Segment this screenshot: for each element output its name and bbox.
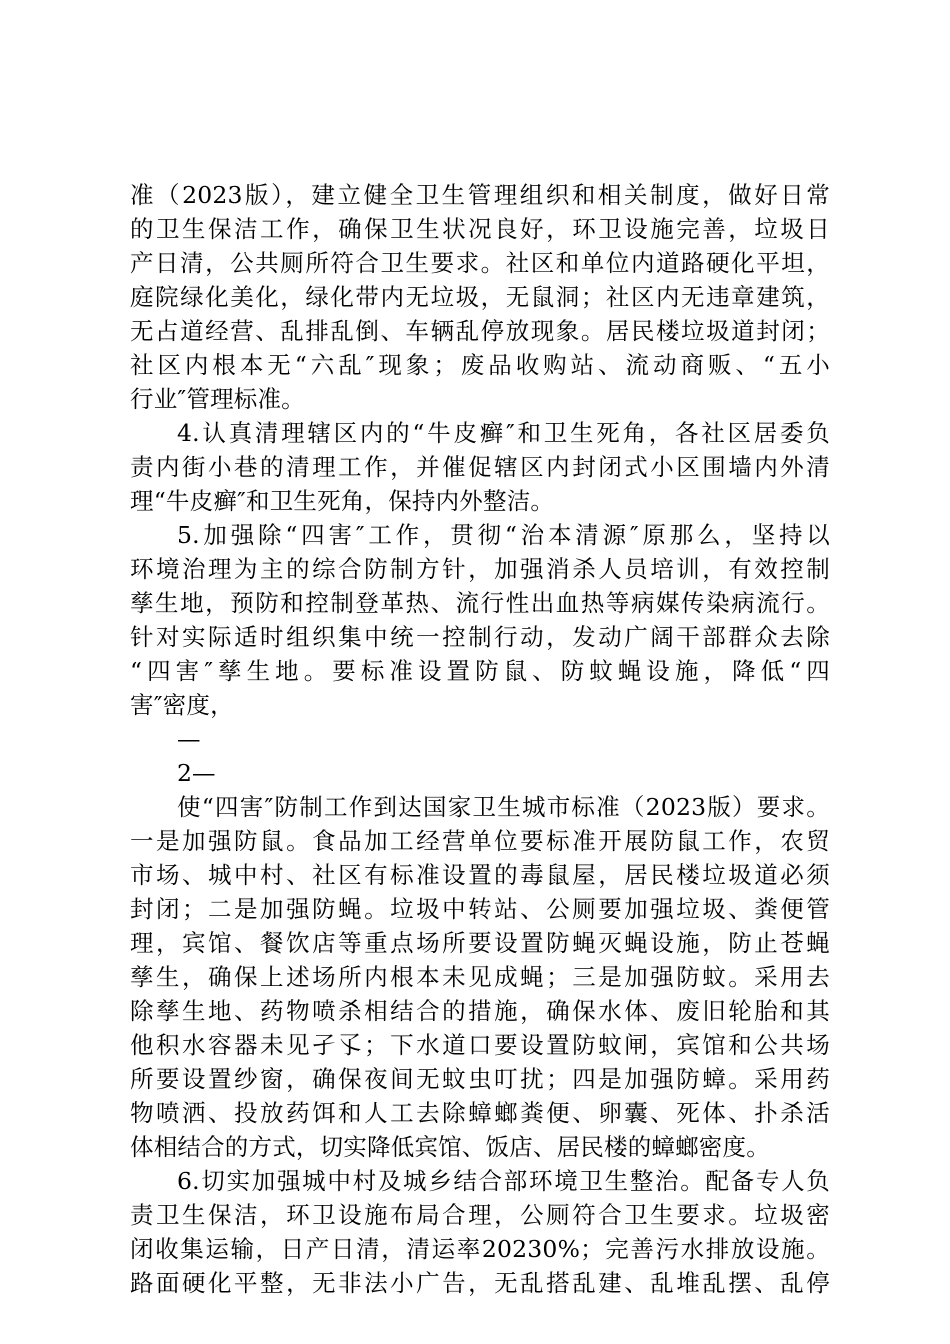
text-line: 行业″管理标准。 — [130, 385, 305, 413]
paragraph-5-line: 孳生地，预防和控制登革热、流行性出血热等病媒传染病流行。 — [130, 589, 830, 617]
paragraph-continued-line: 他积水容器未见孑孓；下水道口要设置防蚊闸，宾馆和公共场 — [130, 1031, 830, 1059]
paragraph-continued-line: 理，宾馆、餐饮店等重点场所要设置防蝇灭蝇设施，防止苍蝇 — [130, 929, 830, 957]
paragraph-6-line: 责卫生保洁，环卫设施布局合理，公厕符合卫生要求。垃圾密 — [130, 1201, 830, 1229]
paragraph-4-line: 责内街小巷的清理工作，并催促辖区内封闭式小区围墙内外清 — [130, 453, 830, 481]
document-page — [130, 178, 830, 1300]
paragraph-6-line: 6.切实加强城中村及城乡结合部环境卫生整治。配备专人负 — [177, 1167, 830, 1195]
paragraph-5-line: “四害″孳生地。要标准设置防鼠、防蚊蝇设施，降低“四 — [130, 657, 830, 685]
paragraph-4-line: 理“牛皮癣″和卫生死角，保持内外整洁。 — [130, 487, 555, 515]
paragraph-5-line: 环境治理为主的综合防制方针，加强消杀人员培训，有效控制 — [130, 555, 830, 583]
paragraph-4-line: 4.认真清理辖区内的“牛皮癣″和卫生死角，各社区居委负 — [177, 419, 830, 447]
paragraph-continued-line: 市场、城中村、社区有标准设置的毒鼠屋，居民楼垃圾道必须 — [130, 861, 830, 889]
text-line: 无占道经营、乱排乱倒、车辆乱停放现象。居民楼垃圾道封闭； — [130, 317, 830, 345]
paragraph-continued-line: 一是加强防鼠。食品加工经营单位要标准开展防鼠工作，农贸 — [130, 827, 830, 855]
paragraph-continued-line: 体相结合的方式，切实降低宾馆、饭店、居民楼的蟑螂密度。 — [130, 1133, 770, 1161]
text-line: 的卫生保洁工作，确保卫生状况良好，环卫设施完善，垃圾日 — [130, 215, 830, 243]
paragraph-6-line: 闭收集运输，日产日清，清运率20230%；完善污水排放设施。 — [130, 1235, 830, 1263]
text-line: 产日清，公共厕所符合卫生要求。社区和单位内道路硬化平坦， — [130, 249, 830, 277]
paragraph-continued-line: 所要设置纱窗，确保夜间无蚊虫叮扰；四是加强防蟑。采用药 — [130, 1065, 830, 1093]
text-line: 庭院绿化美化，绿化带内无垃圾，无鼠洞；社区内无违章建筑， — [130, 283, 830, 311]
paragraph-continued-line: 物喷洒、投放药饵和人工去除蟑螂粪便、卵囊、死体、扑杀活 — [130, 1099, 830, 1127]
page-number: 2— — [177, 759, 216, 787]
paragraph-5-line: 害″密度， — [130, 691, 234, 719]
paragraph-continued-line: 除孳生地、药物喷杀相结合的措施，确保水体、废旧轮胎和其 — [130, 997, 830, 1025]
text-line: 准（2023版），建立健全卫生管理组织和相关制度，做好日常 — [130, 181, 830, 209]
paragraph-continued-line: 孳生，确保上述场所内根本未见成蝇；三是加强防蚊。采用去 — [130, 963, 830, 991]
paragraph-6-line: 路面硬化平整，无非法小广告，无乱搭乱建、乱堆乱摆、乱停 — [130, 1269, 830, 1297]
paragraph-5-line: 5.加强除“四害″工作，贯彻“治本清源″原那么，坚持以 — [177, 521, 830, 549]
paragraph-continued-line: 封闭；二是加强防蝇。垃圾中转站、公厕要加强垃圾、粪便管 — [130, 895, 830, 923]
text-line: 社区内根本无“六乱″现象；废品收购站、流动商贩、“五小 — [130, 351, 830, 379]
page-marker-dash: — — [177, 725, 201, 753]
paragraph-continued-line: 使“四害″防制工作到达国家卫生城市标准（2023版）要求。 — [177, 793, 830, 821]
paragraph-5-line: 针对实际适时组织集中统一控制行动，发动广阔干部群众去除 — [130, 623, 830, 651]
